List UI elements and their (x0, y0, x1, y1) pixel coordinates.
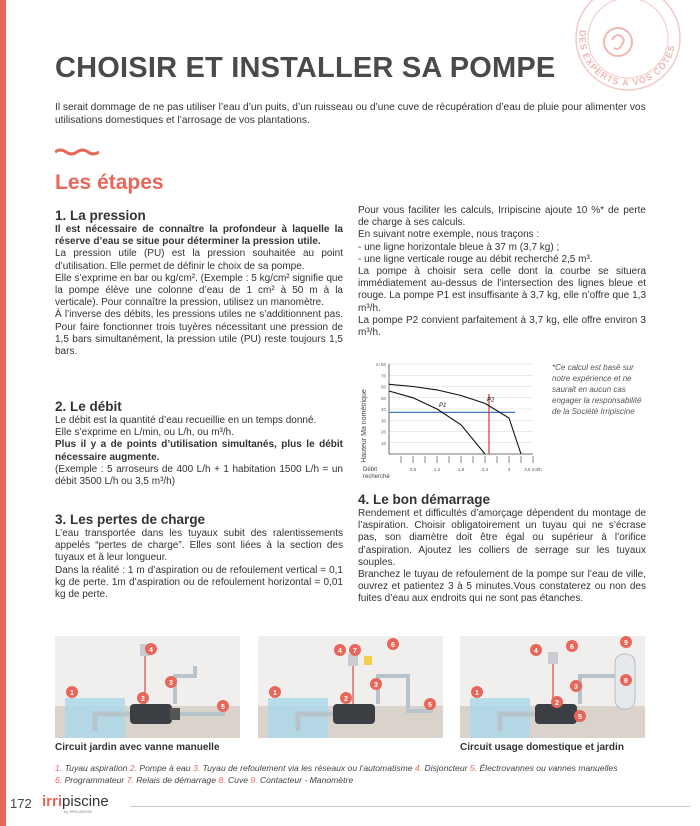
badge-7: 7 (353, 648, 357, 655)
debit-p3: (Exemple : 5 arroseurs de 400 L/h + 1 habitation 1500 L/h = un débit 3500 L/h ou 3,5 m³/h) (55, 463, 343, 488)
svg-text:DES EXPERTS À VOS CÔTÉS (577, 30, 677, 88)
calcul-p4: La pompe P2 convient parfaitement à 3,7 kg, elle offre environ 3 m³/h. (358, 314, 646, 339)
badge-2: 2 (141, 696, 145, 703)
pression-p1: La pression utile (PU) est la pression souhaitée au point d’utilisation. Elle permet de définir le choix de sa pompe. (55, 248, 343, 272)
chart-series-label-p1: P1 (439, 403, 447, 409)
chart-y-tick: 20 (380, 429, 386, 435)
badge-2: 2 (344, 696, 348, 703)
left-accent-bar (0, 0, 6, 826)
badge-4: 4 (338, 648, 342, 655)
pertes-p2: Dans la réalité : 1 m d’aspiration ou de refoulement vertical = 0,1 kg de perte. 1m d’aspiration ou de refoulement horizontal = 0,01 kg de perte. (55, 564, 343, 601)
legend-item-3: Tuyau de refoulement via les réseaux ou l’automatisme (202, 763, 413, 773)
chart-series-label-p2: P2 (487, 397, 495, 404)
legend-item-4: Disjoncteur (424, 763, 468, 773)
legend-num-1: 1. (55, 763, 63, 773)
calcul-p2: En suivant notre exemple, nous traçons : (358, 229, 540, 241)
badge-6: 6 (570, 644, 574, 651)
badge-3: 3 (169, 680, 173, 687)
calcul-p3: La pompe à choisir sera celle dont la courbe se situera immédiatement au-dessus de l’intersection des lignes bleue et rouge. La pompe P1 est insuffisante à 3,7 kg, elle n’offre que 1,3 m³/h. (358, 266, 646, 314)
footer-divider (130, 806, 690, 807)
chart-y-tick: 10 (380, 440, 386, 446)
page-footer (10, 793, 690, 815)
badge-3: 3 (574, 684, 578, 691)
chart-ylabel: Hauteur Ma nométrique (361, 389, 368, 463)
illustration-legend (55, 762, 665, 786)
badge-1: 1 (475, 690, 479, 697)
calcul-l2: - une ligne verticale rouge au débit recherché 2,5 m³. (358, 253, 593, 265)
stamp-text: DES EXPERTS À VOS CÔTÉS (577, 29, 677, 88)
legend-item-2: Pompe à eau (139, 763, 191, 773)
section-calcul (358, 205, 646, 339)
badge-5: 5 (578, 714, 582, 721)
caption-circuit-domestique: Circuit usage domestique et jardin (460, 742, 624, 753)
chart-xlabel-line: recherché (363, 474, 390, 480)
chart-y-tick: 60 (380, 384, 386, 390)
heading-debit: 2. Le débit (55, 399, 122, 414)
legend-item-5: Électrovannes ou vannes manuelles (479, 763, 618, 773)
badge-5: 5 (221, 704, 225, 711)
chart-y-tick: m 80 (375, 362, 386, 367)
legend-num-6: 6. (55, 775, 63, 785)
chart-x-tick: 0,6 (409, 467, 417, 472)
legend-num-4: 4. (414, 763, 423, 773)
badge-1: 1 (273, 690, 277, 697)
intro-paragraph: Il serait dommage de ne pas utiliser l’eau d’un puits, d’un ruisseau ou d’une cuve de récupération d’eau de pluie pour alimenter vos utilisations domestiques et l’arrosage de vos plantations. (55, 102, 646, 126)
badge-9: 9 (624, 640, 628, 647)
debit-p1: Le débit est la quantité d’eau recueillie en un temps donné. (55, 415, 317, 426)
section-debit (55, 399, 343, 488)
pression-lead: Il est nécessaire de connaître la profondeur à laquelle la réserve d’eau se situe pour déterminer la pression utile. (55, 224, 343, 248)
section-pression (55, 208, 343, 358)
legend-item-9: Contacteur - Manomètre (259, 775, 354, 785)
heading-pression: 1. La pression (55, 208, 146, 223)
legend-item-8: Cuve (227, 775, 249, 785)
section-title: Les étapes (55, 171, 164, 194)
section-demarrage (358, 492, 646, 606)
chart-x-tick: 2,4 (481, 467, 489, 472)
legend-num-2: 2. (129, 763, 138, 773)
badge-6: 6 (391, 642, 395, 649)
legend-item-7: Relais de démarrage (136, 775, 216, 785)
brand-part-irri: irri (42, 793, 63, 810)
section-pertes (55, 512, 343, 601)
decorative-wave (55, 148, 99, 156)
brand-part-piscine: piscine (62, 793, 109, 810)
legend-num-9: 9. (250, 775, 258, 785)
pertes-p1: L’eau transportée dans les tuyaux subit des ralentissements appelés “pertes de charge”. Elles sont liées à la section des tuyaux et à leur longueur. (55, 528, 343, 564)
badge-3: 3 (374, 682, 378, 689)
chart-y-tick: 70 (380, 373, 386, 379)
pression-p3: À l’inverse des débits, les pressions utiles ne s’additionnent pas. Pour faire fonctionner trois tuyères nécessitant une pression de 1,5 bars simultanément, la pression utile (PU) reste toujours 1,5 bars. (55, 309, 343, 358)
legend-item-1: Tuyau aspiration (64, 763, 128, 773)
illustration-circuit-domestique (460, 636, 645, 738)
badge-5: 5 (428, 702, 432, 709)
chart-x-tick: 1,2 (433, 467, 441, 472)
calcul-p1: Pour vous faciliter les calculs, Irripiscine ajoute 10 %* de perte de charge à ses calculs. (358, 205, 646, 229)
chart-x-tick: 3,6 m3/h (524, 467, 542, 472)
caption-circuit-jardin: Circuit jardin avec vanne manuelle (55, 742, 220, 753)
legend-num-7: 7. (126, 775, 134, 785)
heading-pertes: 3. Les pertes de charge (55, 512, 206, 527)
chart-series-p2 (389, 384, 521, 454)
chart-x-tick: 3 (507, 467, 511, 472)
demarrage-p2: Branchez le tuyau de refoulement de la pompe sur l’eau de ville, ouvrez et patientez 3 à 5 minutes.Vous constaterez ou non des fuites d’eau aux endroits qui ne sont pas étanches. (358, 569, 646, 605)
badge-2: 2 (555, 700, 559, 707)
chart-x-tick: 1,8 (457, 467, 465, 472)
chart-xlabel-line: Débit (363, 467, 378, 473)
chart-series-p1 (389, 391, 485, 454)
chart-y-tick: 50 (380, 395, 386, 401)
chart-y-tick: 40 (380, 407, 386, 412)
heading-demarrage: 4. Le bon démarrage (358, 492, 491, 507)
badge-1: 1 (70, 690, 74, 697)
badge-4: 4 (534, 648, 538, 655)
calcul-footnote: *Ce calcul est basé sur notre expérience et ne saurait en aucun cas engager la responsabilité de la Société Irripiscine (552, 363, 642, 416)
legend-num-5: 5. (469, 763, 478, 773)
legend-num-3: 3. (192, 763, 201, 773)
calcul-l1: - une ligne horizontale bleue à 37 m (3,7 kg) ; (358, 241, 560, 253)
illustration-circuit-automatisme (258, 636, 443, 738)
legend-item-6: Programmateur (64, 775, 125, 785)
chart-y-tick: 30 (380, 418, 386, 424)
chart-xlabel (363, 467, 390, 480)
brand-logo (42, 793, 109, 810)
pression-p2: Elle s’exprime en bar ou kg/cm². (Exemple : 5 kg/cm² signifie que la pompe élève une colonne d’eau de 1 cm² à 50 m à la verticale). Pour connaître la pression, utilisez un manomètre. (55, 272, 343, 309)
page-title: CHOISIR ET INSTALLER SA POMPE (55, 52, 556, 84)
badge-4: 4 (149, 647, 153, 654)
legend-num-8: 8. (218, 775, 226, 785)
badge-8: 8 (624, 678, 628, 685)
pump-curve-chart (355, 358, 545, 488)
demarrage-p1: Rendement et difficultés d’amorçage dépendent du montage de l’aspiration. Choisir obligatoirement un tuyau qui ne s’écrase pas, son diamètre doit être égal ou supérieur à l’orifice d’aspiration. Ajoutez les colliers de serrage sur les tuyaux souples. (358, 508, 646, 568)
debit-bold: Plus il y a de points d’utilisation simultanés, plus le débit nécessaire augmente. (55, 439, 343, 463)
debit-p2: Elle s’exprime en L/min, ou L/h, ou m³/h. (55, 427, 234, 439)
illustration-circuit-jardin (55, 636, 240, 738)
page-number: 172 (10, 796, 32, 811)
brand-subtitle: by IRRIJARDIN (64, 809, 92, 814)
experts-stamp-logo (560, 0, 690, 110)
